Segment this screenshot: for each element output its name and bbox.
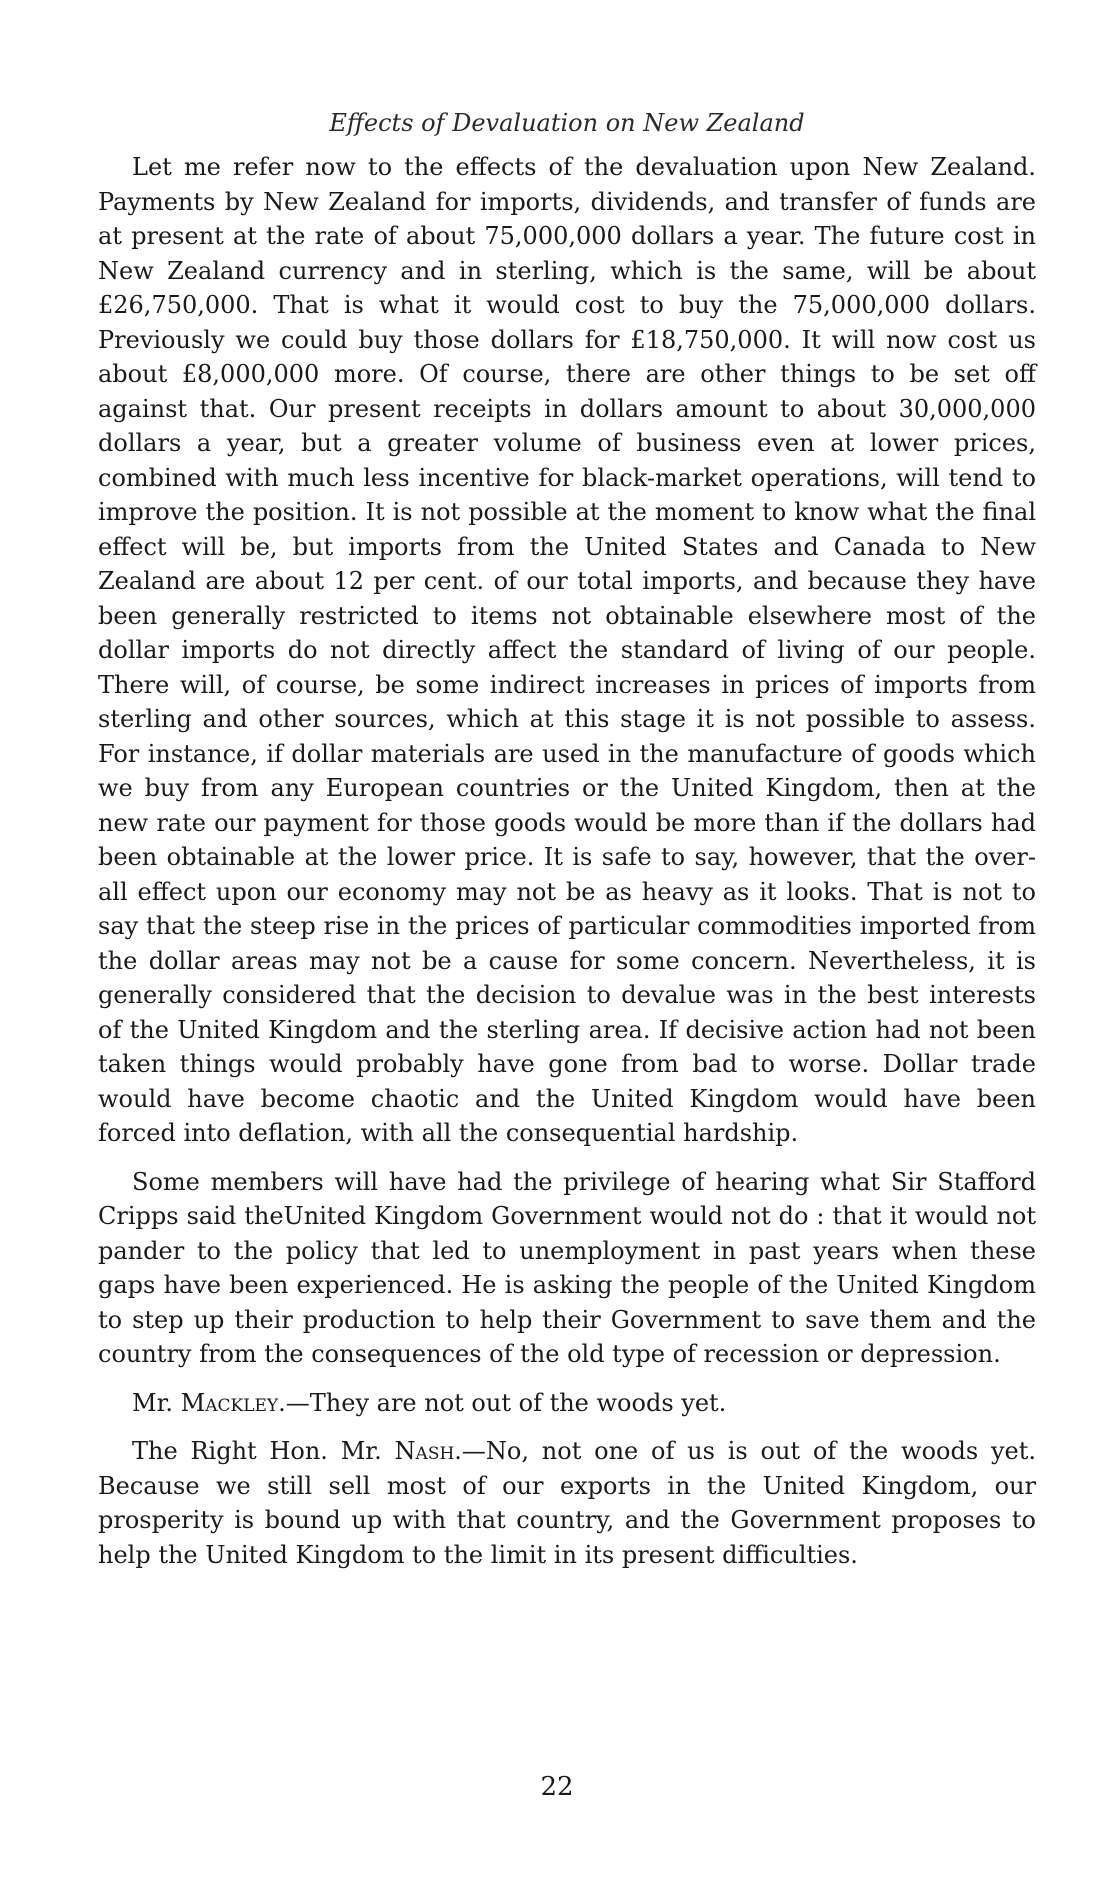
speaker-name: Mackley (180, 1388, 279, 1417)
paragraph-text: .—They are not out of the woods yet. (278, 1388, 727, 1417)
paragraph-text: Let me refer now to the effects of the devaluation upon New Zealand. Payments by New Zealand for imports, dividends, and transfer of funds are at present at the rate of about 75,000,000 dollars a year. The future cost in New Zealand currency and in sterling, which is the same, will be about £26,750,000. That is what it would cost to buy the 75,000,000 dollars. Previously we could buy those dollars for £18,750,000. It will now cost us about £8,000,000 more. Of course, there are other things to be set off against that. Our present receipts in dollars amount to about 30,000,000 dollars a year, but a greater volume of business even at lower prices, combined with much less incentive for black-market operations, will tend to improve the position. It is not possible at the moment to know what the final effect will be, but imports from the United States and Canada to New Zealand are about 12 per cent. of our total imports, and because they have been generally restricted to items not obtainable elsewhere most of the dollar imports do not directly affect the standard of living of our people. There will, of course, be some indirect increases in prices of imports from sterling and other sources, which at this stage it is not possible to assess. For instance, if dollar materials are used in the manufacture of goods which we buy from any European countries or the United Kingdom, then at the new rate our payment for those goods would be more than if the dollars had been obtainable at the lower price. It is safe to say, however, that the over-all effect upon our economy may not be as heavy as it looks. That is not to say that the steep rise in the prices of particular commodities imported from the dollar areas may not be a cause for some concern. Nevertheless, it is generally considered that the decision to devalue was in the best interests of the United Kingdom and the sterling area. If decisive action had not been taken things would probably have gone from bad to worse. Dollar trade would have become chaotic and the United Kingdom would have been forced into deflation, with all the consequential hardship. (98, 153, 1036, 1147)
document-page (98, 108, 1036, 1572)
paragraph-mackley-interjection (98, 1386, 1036, 1421)
speaker-prefix: Mr. (132, 1388, 181, 1417)
page-number: 22 (540, 1772, 574, 1802)
paragraph-text: .—No, not one of us is out of the woods yet. Because we still sell most of our exports in the United Kingdom, our prosperity is bound up with that country, and the Government proposes to help the United Kingdom to the limit in its present difficulties. (98, 1437, 1036, 1569)
paragraph-nash-reply (98, 1434, 1036, 1572)
paragraph-cripps (98, 1165, 1036, 1372)
paragraph-text: Some members will have had the privilege of hearing what Sir Stafford Cripps said theUnited Kingdom Government would not do : that it would not pander to the policy that led to unemployment in past years when these gaps have been experienced. He is asking the people of the United Kingdom to step up their production to help their Government to save them and the country from the consequences of the old type of recession or depression. (98, 1167, 1036, 1368)
speaker-prefix: The Right Hon. Mr. (132, 1437, 395, 1465)
section-heading: Effects of Devaluation on New Zealand (329, 109, 805, 137)
paragraph-devaluation-effects (98, 150, 1036, 1151)
speaker-name: Nash (394, 1437, 455, 1465)
